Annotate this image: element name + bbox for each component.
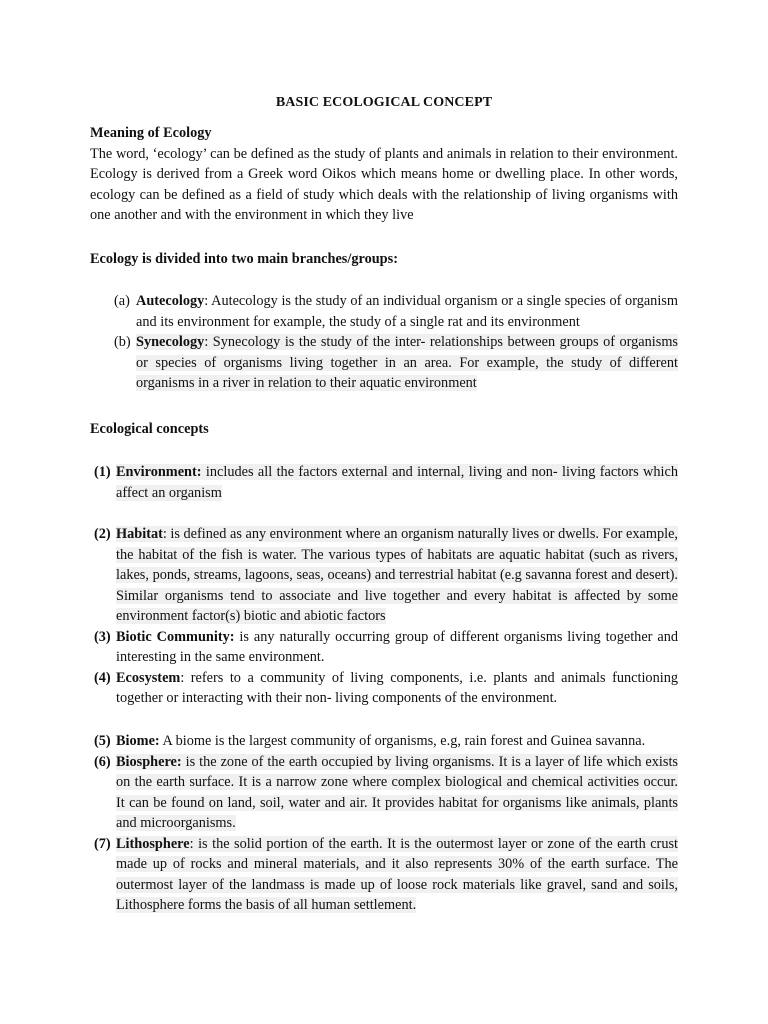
document-title: BASIC ECOLOGICAL CONCEPT [275,95,493,110]
branch-item-autecology [114,291,678,332]
branch-item-synecology [114,332,678,394]
term: Habitat [116,526,163,542]
branches-heading: Ecology is divided into two main branches/groups: [90,251,398,267]
branches-list [114,291,678,394]
concepts-heading: Ecological concepts [90,421,209,437]
concept-item-biome [94,731,678,752]
concept-item-biosphere [94,752,678,834]
definition: : refers to a community of living components, i.e. plants and animals functioning together or interacting with their non- living components of the environment. [116,669,678,706]
definition: is the zone of the earth occupied by living organisms. It is a layer of life which exists on the earth surface. It is a narrow zone where complex biological and chemical activities occur. It can be found on land, soil, water and air. It provides habitat for organisms like animals, plants and microorganisms. [116,753,678,831]
term: Biome: [116,733,160,749]
term: Environment: [116,464,202,480]
concept-item-lithosphere [94,834,678,916]
concept-item-biotic-community [94,627,678,668]
definition: A biome is the largest community of organisms, e.g, rain forest and Guinea savanna. [159,733,646,749]
list-marker: (5) [94,733,111,749]
concept-item-habitat [94,524,678,627]
list-marker: (1) [94,464,111,480]
term: Biosphere: [116,753,182,770]
meaning-heading: Meaning of Ecology [90,125,212,141]
definition: : Synecology is the study of the inter- relationships between groups of organisms or species of organisms living together in an area. For example, the study of different organisms in a river in relation to their aquatic environment [136,334,678,391]
list-marker: (4) [94,669,111,686]
concept-item-ecosystem [94,668,678,709]
meaning-section [90,123,678,226]
definition: : is the solid portion of the earth. It is the outermost layer or zone of the earth crust made up of rocks and mineral materials, and it also represents 30% of the earth surface. The outermost layer of the landmass is made up of loose rock materials like gravel, sand and soils, Lithosphere forms the basis of all human settlement. [116,835,678,913]
term: Ecosystem [116,669,181,686]
term: Lithosphere [116,835,190,852]
list-marker: (6) [94,753,111,770]
definition: : Autecology is the study of an individual organism or a single species of organism and its environment for example, the study of a single rat and its environment [136,293,678,330]
list-marker: (3) [94,628,111,645]
concept-item-environment [94,462,678,503]
list-marker: (7) [94,835,111,852]
term: Autecology [136,293,205,309]
concepts-list-a [94,524,678,709]
list-marker: (2) [94,526,111,542]
definition: includes all the factors external and internal, living and non- living factors which affect an organism [116,464,678,501]
term: Synecology [136,334,205,350]
list-marker: (b) [114,334,131,350]
definition: is any naturally occurring group of different organisms living together and interesting in the same environment. [116,628,678,665]
concepts-list-b [94,731,678,916]
list-marker: (a) [114,293,130,309]
meaning-paragraph: The word, ‘ecology’ can be defined as the study of plants and animals in relation to their environment. Ecology is derived from a Greek word Oikos which means home or dwelling place. In other words, ecology can be defined as a field of study which deals with the relationship of living organisms with one another and with the environment in which they live [90,145,678,223]
definition: : is defined as any environment where an organism naturally lives or dwells. For example, the habitat of the fish is water. The various types of habitats are aquatic habitat (such as rivers, lakes, ponds, streams, lagoons, seas, oceans) and terrestrial habitat (e.g savanna forest and desert). Similar organisms tend to associate and live together and every habitat is affected by some environment factor(s) biotic and abiotic factors [116,526,678,624]
term: Biotic Community: [116,628,235,645]
